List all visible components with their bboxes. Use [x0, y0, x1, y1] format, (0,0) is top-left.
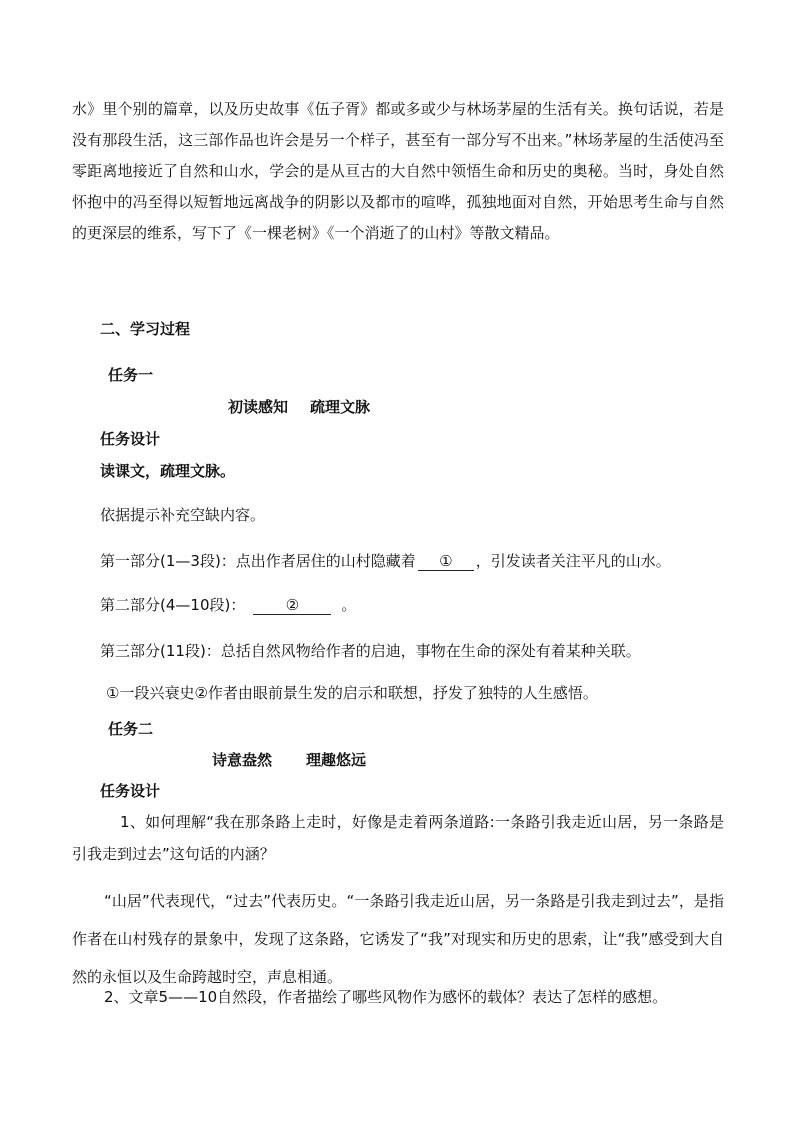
task1-answers: ①一段兴衰史②作者由眼前景生发的启示和联想，抒发了独特的人生感悟。: [106, 684, 598, 702]
task2-title-a: 诗意盎然: [212, 751, 273, 769]
task2-label: 任务二: [108, 720, 154, 738]
task1-part1: [100, 550, 671, 572]
task1-prompt: 依据提示补充空缺内容。: [100, 506, 266, 524]
task2-title: [212, 749, 366, 771]
task1-title-b: 疏理文脉: [310, 398, 371, 416]
task2-design-label: 任务设计: [100, 782, 161, 800]
part2-prefix: 第二部分(4—10段)：: [100, 596, 246, 614]
task1-instruction: 读课文，疏理文脉。: [100, 462, 236, 480]
part1-prefix: 第一部分(1—3段)：点出作者居住的山村隐藏着: [100, 552, 416, 570]
task1-title-a: 初读感知: [228, 398, 289, 416]
task2-q1: 1、如何理解“我在那条路上走时，好像是走着两条道路:一条路引我走近山居，另一条路是引我走到过去”这句话的内涵？: [72, 813, 724, 863]
task2-title-b: 理趣悠远: [306, 751, 367, 769]
part2-suffix: 。: [341, 596, 357, 614]
blank-1[interactable]: ①: [418, 552, 474, 571]
task1-label: 任务一: [108, 366, 154, 384]
blank-2[interactable]: ②: [253, 596, 331, 615]
part1-suffix: ，引发读者关注平凡的山水。: [475, 552, 671, 570]
task1-part2: [100, 594, 356, 616]
intro-paragraph: 水》里个别的篇章，以及历史故事《伍子胥》都或多或少与林场茅屋的生活有关。换句话说，若是没有那段生活，这三部作品也许会是另一个样子，甚至有一部分写不出来。”林场茅屋的生活使冯至零距离地接近了自然和山水，学会的是从亘古的大自然中领悟生命和历史的奥秘。当时，身处自然怀抱中的冯至得以短暂地远离战争的阴影以及都市的喧哗，孤独地面对自然，开始思考生命与自然的更深层的维系，写下了《一棵老树》《一个消逝了的山村》等散文精品。: [72, 100, 724, 242]
task1-title: [228, 396, 370, 418]
task1-part3: 第三部分(11段)：总括自然风物给作者的启迪，事物在生命的深处有着某种关联。: [100, 642, 641, 660]
section-heading: 二、学习过程: [100, 320, 191, 338]
task2-a1: “山居”代表现代，“过去”代表历史。“一条路引我走近山居，另一条路是引我走到过去”，是指作者在山村残存的景象中，发现了这条路，它诱发了“我”对现实和历史的思索，让“我”感受到大自然的永恒以及生命跨越时空，声息相通。: [72, 892, 724, 986]
task2-q2: 2、文章5——10自然段，作者描绘了哪些风物作为感怀的载体？表达了怎样的感想。: [104, 988, 668, 1006]
task1-design-label: 任务设计: [100, 430, 161, 448]
